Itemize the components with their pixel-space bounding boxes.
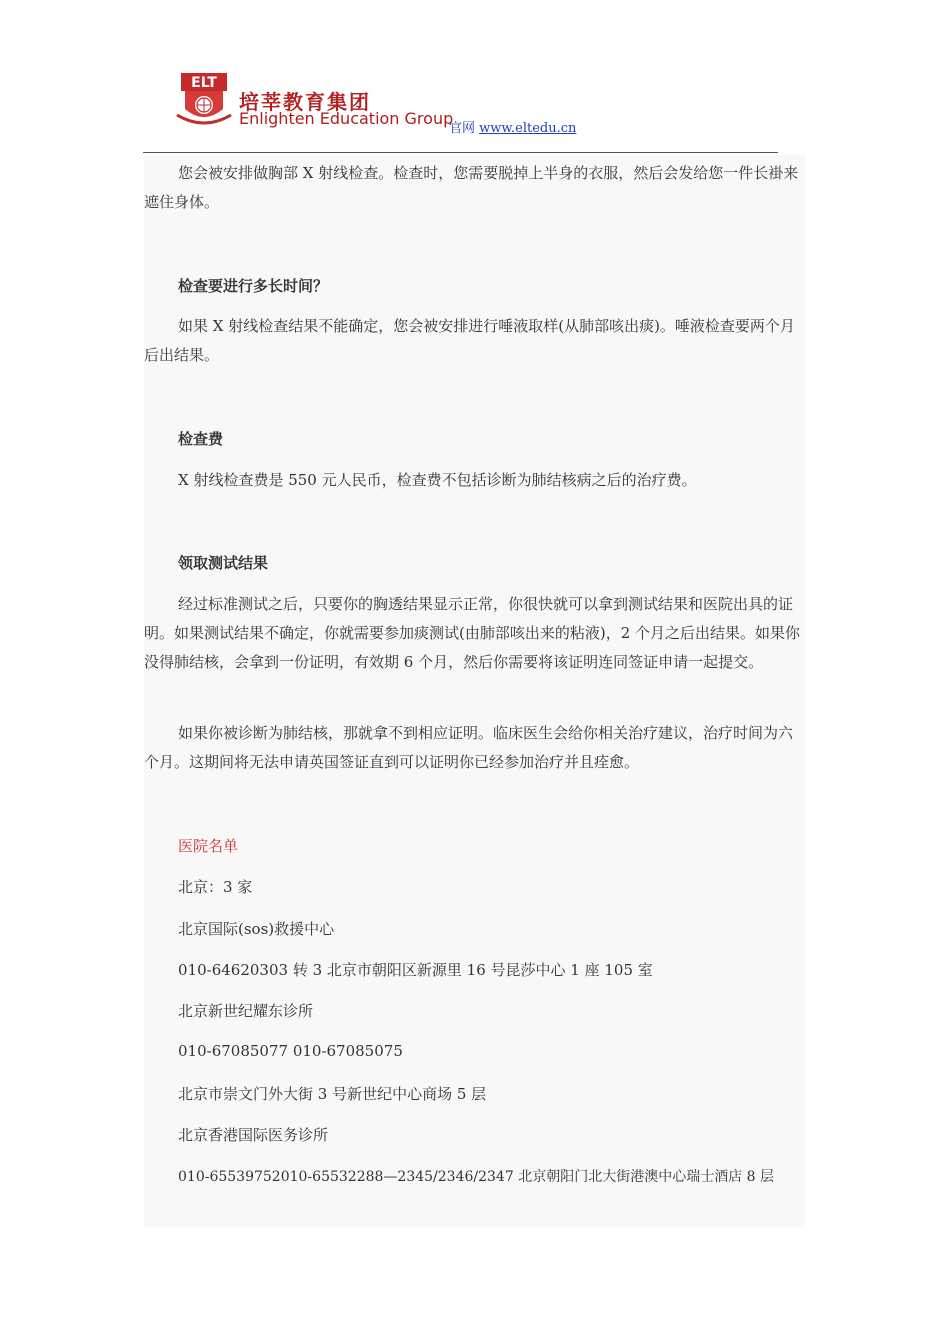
page-header — [175, 66, 785, 136]
document-body — [144, 155, 806, 1227]
hospital-2-address: 北京市崇文门外大街 3 号新世纪中心商场 5 层 — [178, 1085, 487, 1103]
hospital-3-info: 010-65539752010-65532288—2345/2346/2347 北京朝阳门北大街港澳中心瑞士酒店 8 层 — [178, 1169, 774, 1185]
result-paragraph-1: 经过标准测试之后，只要你的胸透结果显示正常，你很快就可以拿到测试结果和医院出具的证明。如果测试结果不确定，你就需要参加痰测试(由肺部咳出来的粘液)，2 个月之后出结果。如果你没得肺结核，会拿到一份证明，有效期 6 个月，然后你需要将该证明连同签证申请一起提交。 — [144, 595, 801, 671]
fee-paragraph: X 射线检查费是 550 元人民币，检查费不包括诊断为肺结核病之后的治疗费。 — [178, 471, 697, 489]
elt-logo-icon — [175, 69, 233, 131]
hospital-list-heading: 医院名单 — [178, 837, 239, 855]
header-divider — [143, 152, 778, 153]
brand-name-en: Enlighten Education Group — [239, 109, 454, 128]
hospital-1-name: 北京国际(sos)救援中心 — [178, 920, 335, 938]
result-heading: 领取测试结果 — [178, 554, 269, 572]
duration-heading: 检查要进行多长时间？ — [178, 277, 329, 295]
brand-name-cn: 培莘教育集团 — [239, 90, 371, 114]
intro-paragraph: 您会被安排做胸部 X 射线检查。检查时，您需要脱掉上半身的衣服，然后会发给您一件长褂来遮住身体。 — [144, 164, 799, 211]
hospital-2-phone: 010-67085077 010-67085075 — [178, 1042, 403, 1060]
site-link[interactable]: www.eltedu.cn — [479, 121, 577, 136]
hospital-3-name: 北京香港国际医务诊所 — [178, 1126, 329, 1144]
site-label: 官网 — [449, 121, 476, 136]
official-site — [449, 117, 576, 136]
hospital-1-info: 010-64620303 转 3 北京市朝阳区新源里 16 号昆莎中心 1 座 105 室 — [178, 961, 653, 979]
fee-heading: 检查费 — [178, 430, 224, 448]
result-paragraph-2: 如果你被诊断为肺结核，那就拿不到相应证明。临床医生会给你相关治疗建议，治疗时间为六个月。这期间将无法申请英国签证直到可以证明你已经参加治疗并且痊愈。 — [144, 724, 794, 771]
svg-text:ELT: ELT — [191, 75, 217, 91]
duration-paragraph: 如果 X 射线检查结果不能确定，您会被安排进行唾液取样(从肺部咳出痰)。唾液检查要两个月后出结果。 — [144, 317, 795, 364]
beijing-count: 北京：3 家 — [178, 878, 253, 896]
hospital-2-name: 北京新世纪耀东诊所 — [178, 1002, 314, 1020]
